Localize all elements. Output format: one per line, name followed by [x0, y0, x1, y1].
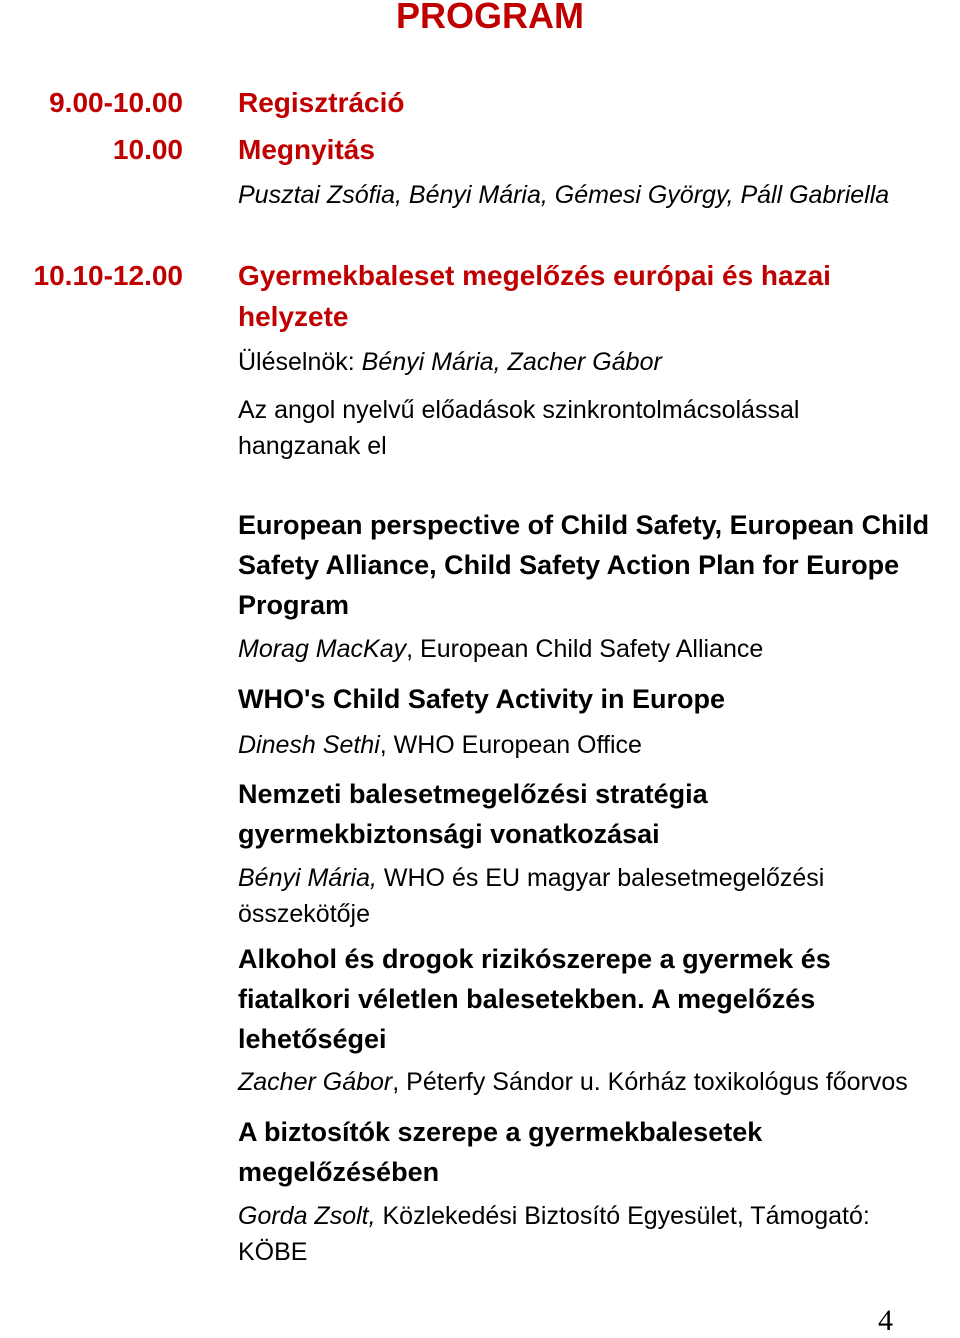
- session-note-line-1: Az angol nyelvű előadások szinkrontolmácsolással: [238, 396, 800, 424]
- talk-3-affiliation-line-1: WHO és EU magyar balesetmegelőzési: [376, 864, 825, 892]
- session-chair: [238, 345, 662, 379]
- talk-5-title-line-2: megelőzésében: [238, 1157, 440, 1187]
- talk-3-affiliation-line-2: összekötője: [238, 900, 371, 928]
- talk-3-title-line-2: gyermekbiztonsági vonatkozásai: [238, 819, 660, 849]
- talk-1-speaker: [238, 632, 763, 666]
- chair-names: Bényi Mária, Zacher Gábor: [361, 348, 662, 376]
- session-heading-main-line-1: Gyermekbaleset megelőzés európai és hazai: [238, 260, 831, 291]
- talk-1-title-line-3: Program: [238, 590, 350, 620]
- talk-4-affiliation: , Péterfy Sándor u. Kórház toxikológus főorvos: [392, 1068, 908, 1096]
- talk-1-title-line-2: Safety Alliance, Child Safety Action Plan for Europe: [238, 550, 900, 580]
- talk-3-speaker: [238, 861, 824, 895]
- talk-2-speaker: [238, 728, 642, 762]
- talk-4-speaker: [238, 1065, 908, 1099]
- talk-5-title-line-1: A biztosítók szerepe a gyermekbalesetek: [238, 1117, 763, 1147]
- talk-1-speaker-name: Morag MacKay: [238, 635, 407, 663]
- talk-1-affiliation: , European Child Safety Alliance: [406, 635, 764, 663]
- session-heading-main-line-2: helyzete: [238, 301, 349, 332]
- talk-4-title-line-3: lehetőségei: [238, 1024, 387, 1054]
- page-title: PROGRAM: [396, 0, 584, 36]
- talk-4-title-line-1: Alkohol és drogok rizikószerepe a gyermek és: [238, 944, 831, 974]
- talk-1-title-line-1: European perspective of Child Safety, European Child: [238, 510, 930, 540]
- session-heading-opening: Megnyitás: [238, 134, 375, 165]
- talk-2-affiliation: , WHO European Office: [379, 731, 642, 759]
- talk-2-speaker-name: Dinesh Sethi: [238, 731, 380, 759]
- session-heading-registration: Regisztráció: [238, 87, 405, 118]
- talk-3-title-line-1: Nemzeti balesetmegelőzési stratégia: [238, 779, 708, 809]
- talk-4-title-line-2: fiatalkori véletlen balesetekben. A megelőzés: [238, 984, 816, 1014]
- session-time-opening: 10.00: [112, 134, 183, 165]
- talk-5-affiliation-line-1: Közlekedési Biztosító Egyesület, Támogató:: [375, 1202, 870, 1230]
- session-time-registration: 9.00-10.00: [49, 87, 183, 118]
- opening-speakers: Pusztai Zsófia, Bényi Mária, Gémesi György, Páll Gabriella: [238, 181, 890, 209]
- chair-label: Üléselnök:: [238, 348, 362, 376]
- talk-2-title-line-1: WHO's Child Safety Activity in Europe: [238, 684, 725, 714]
- talk-5-affiliation-line-2: KÖBE: [238, 1238, 308, 1266]
- talk-3-speaker-name: Bényi Mária,: [238, 864, 377, 892]
- talk-4-speaker-name: Zacher Gábor: [238, 1068, 393, 1096]
- talk-5-speaker: [238, 1199, 870, 1233]
- page-number: 4: [878, 1304, 893, 1337]
- talk-5-speaker-name: Gorda Zsolt,: [238, 1202, 376, 1230]
- session-note-line-2: hangzanak el: [238, 432, 387, 460]
- session-time-main: 10.10-12.00: [33, 260, 183, 291]
